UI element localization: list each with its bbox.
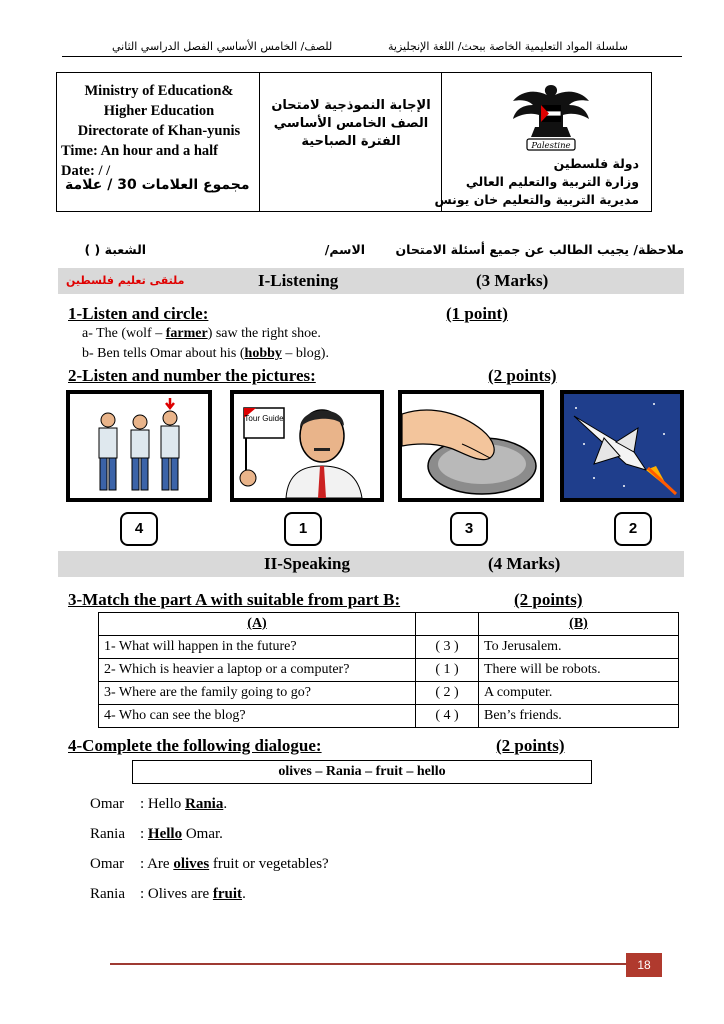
header-grade-term: للصف/ الخامس الأساسي الفصل الدراسي الثاني bbox=[112, 40, 333, 53]
q1-a-text: a- The (wolf – bbox=[82, 326, 166, 341]
speaker-name: Omar bbox=[90, 796, 125, 812]
dialogue-line bbox=[90, 856, 329, 873]
picture-number-box[interactable]: 3 bbox=[450, 512, 488, 546]
q1-b-answer: hobby bbox=[244, 346, 282, 361]
footer-divider bbox=[110, 963, 626, 965]
arabic-line: مديرية التربية والتعليم خان يونس bbox=[434, 192, 639, 207]
arabic-line: دولة فلسطين bbox=[553, 156, 639, 171]
emblem-label: Palestine bbox=[531, 141, 571, 151]
exam-info-box bbox=[56, 72, 652, 212]
palestine-eagle-emblem-icon bbox=[505, 79, 597, 153]
q2-points: (2 points) bbox=[488, 366, 557, 385]
table-row bbox=[99, 705, 679, 728]
exam-title-line: الفترة الصباحية bbox=[301, 134, 401, 149]
instruction-note: ملاحظة/ يجيب الطالب عن جميع أسئلة الامتحان bbox=[395, 242, 684, 257]
tour-sign-text: Tour Guide bbox=[244, 414, 284, 423]
table-row bbox=[99, 636, 679, 659]
q1-heading bbox=[68, 304, 508, 324]
space-shuttle-illustration-icon bbox=[564, 394, 680, 498]
matching-table bbox=[98, 612, 679, 728]
speaker-name: Rania bbox=[90, 886, 125, 902]
dialogue-answer: Hello bbox=[147, 826, 183, 842]
speaking-title: II-Speaking bbox=[264, 554, 350, 573]
dialogue-answer: olives bbox=[173, 856, 210, 872]
part-a-cell: 3- Where are the family going to go? bbox=[99, 682, 416, 705]
time-line: Time: An hour and a half bbox=[61, 143, 218, 159]
match-answer-cell[interactable]: ( 4 ) bbox=[416, 705, 479, 728]
speaker-name: Omar bbox=[90, 856, 125, 872]
class-section-label: الشعبة ( ) bbox=[84, 242, 147, 257]
q4-heading bbox=[68, 736, 564, 756]
directorate-line: Directorate of Khan-yunis bbox=[77, 123, 241, 139]
dialogue-answer: fruit bbox=[212, 886, 243, 902]
page-number: 18 bbox=[626, 953, 662, 977]
tour-guide-illustration-icon bbox=[234, 394, 380, 498]
column-a-header: (A) bbox=[99, 613, 416, 636]
dialogue-text: : Olives are bbox=[140, 886, 213, 902]
ministry-block bbox=[61, 81, 257, 181]
picture-number-box[interactable]: 1 bbox=[284, 512, 322, 546]
picture-three-men bbox=[66, 390, 212, 502]
word-bank: olives – Rania – fruit – hello bbox=[132, 760, 592, 784]
table-row bbox=[99, 682, 679, 705]
q3-heading bbox=[68, 590, 582, 610]
site-watermark: ملتقى تعليم فلسطين bbox=[66, 274, 185, 287]
speaking-section-bar bbox=[58, 551, 684, 577]
header-divider bbox=[62, 56, 682, 57]
part-a-cell: 4- Who can see the blog? bbox=[99, 705, 416, 728]
q3-points: (2 points) bbox=[514, 590, 583, 609]
dialogue-text: : Hello bbox=[140, 796, 185, 812]
dialogue-text-end: Omar. bbox=[182, 826, 223, 842]
arabic-line: وزارة التربية والتعليم العالي bbox=[465, 174, 639, 189]
exam-title bbox=[263, 97, 439, 151]
dialogue-text-end: . bbox=[223, 796, 228, 812]
q1-title: 1-Listen and circle: bbox=[68, 304, 209, 323]
table-row bbox=[99, 659, 679, 682]
answer-column-header bbox=[416, 613, 479, 636]
dialogue-text-end: fruit or vegetables? bbox=[209, 856, 329, 872]
part-a-cell: 2- Which is heavier a laptop or a computer? bbox=[99, 659, 416, 682]
q2-title: 2-Listen and number the pictures: bbox=[68, 366, 316, 385]
match-answer-cell[interactable]: ( 3 ) bbox=[416, 636, 479, 659]
exam-title-line: الإجابة النموذجية لامتحان bbox=[271, 98, 431, 113]
picture-tour-guide bbox=[230, 390, 384, 502]
dialogue-line bbox=[90, 826, 223, 843]
part-b-cell: Ben’s friends. bbox=[479, 705, 679, 728]
total-marks: مجموع العلامات 30 / علامة bbox=[65, 177, 250, 193]
q1-b-text: b- Ben tells Omar about his ( bbox=[82, 346, 245, 361]
part-b-cell: There will be robots. bbox=[479, 659, 679, 682]
header-series-title: سلسلة المواد التعليمية الخاصة ببحث/ اللغة الإنجليزية bbox=[388, 40, 628, 53]
part-b-cell: To Jerusalem. bbox=[479, 636, 679, 659]
match-answer-cell[interactable]: ( 1 ) bbox=[416, 659, 479, 682]
ministry-line: Higher Education bbox=[103, 103, 215, 119]
match-answer-cell[interactable]: ( 2 ) bbox=[416, 682, 479, 705]
listening-title: I-Listening bbox=[258, 271, 339, 290]
picture-number-box[interactable]: 4 bbox=[120, 512, 158, 546]
q2-heading bbox=[68, 366, 556, 386]
q1-item-a bbox=[82, 326, 321, 342]
part-b-cell: A computer. bbox=[479, 682, 679, 705]
listening-section-bar bbox=[58, 268, 684, 294]
mouse-hand-illustration-icon bbox=[402, 394, 540, 498]
q1-b-text-end: – blog). bbox=[281, 346, 329, 361]
picture-number-box[interactable]: 2 bbox=[614, 512, 652, 546]
dialogue-line bbox=[90, 886, 246, 903]
exam-title-line: الصف الخامس الأساسي bbox=[273, 116, 429, 131]
dialogue-text: : Are bbox=[140, 856, 174, 872]
instructions-line bbox=[84, 242, 684, 257]
q1-a-text-end: ) saw the right shoe. bbox=[207, 326, 321, 341]
picture-computer-mouse bbox=[398, 390, 544, 502]
q4-title: 4-Complete the following dialogue: bbox=[68, 736, 322, 755]
q4-points: (2 points) bbox=[496, 736, 565, 755]
column-b-header: (B) bbox=[479, 613, 679, 636]
part-a-cell: 1- What will happen in the future? bbox=[99, 636, 416, 659]
dialogue-text: : bbox=[140, 826, 148, 842]
ministry-line: Ministry of Education& bbox=[84, 83, 234, 99]
dialogue-answer: Rania bbox=[185, 796, 224, 812]
arabic-ministry-block bbox=[434, 155, 639, 209]
q1-a-answer: farmer bbox=[165, 326, 208, 341]
speaking-marks: (4 Marks) bbox=[488, 554, 561, 573]
q3-title: 3-Match the part A with suitable from part B: bbox=[68, 590, 401, 609]
dialogue-text-end: . bbox=[242, 886, 246, 902]
dialogue-line bbox=[90, 796, 227, 813]
picture-space-shuttle bbox=[560, 390, 684, 502]
q1-item-b bbox=[82, 346, 329, 362]
speaker-name: Rania bbox=[90, 826, 125, 842]
listening-marks: (3 Marks) bbox=[476, 271, 549, 290]
three-men-illustration-icon bbox=[70, 394, 208, 498]
table-header-row bbox=[99, 613, 679, 636]
q1-points: (1 point) bbox=[446, 304, 508, 323]
date-line: Date: / / bbox=[61, 163, 111, 179]
name-field-label: الاسم/ bbox=[324, 242, 366, 257]
